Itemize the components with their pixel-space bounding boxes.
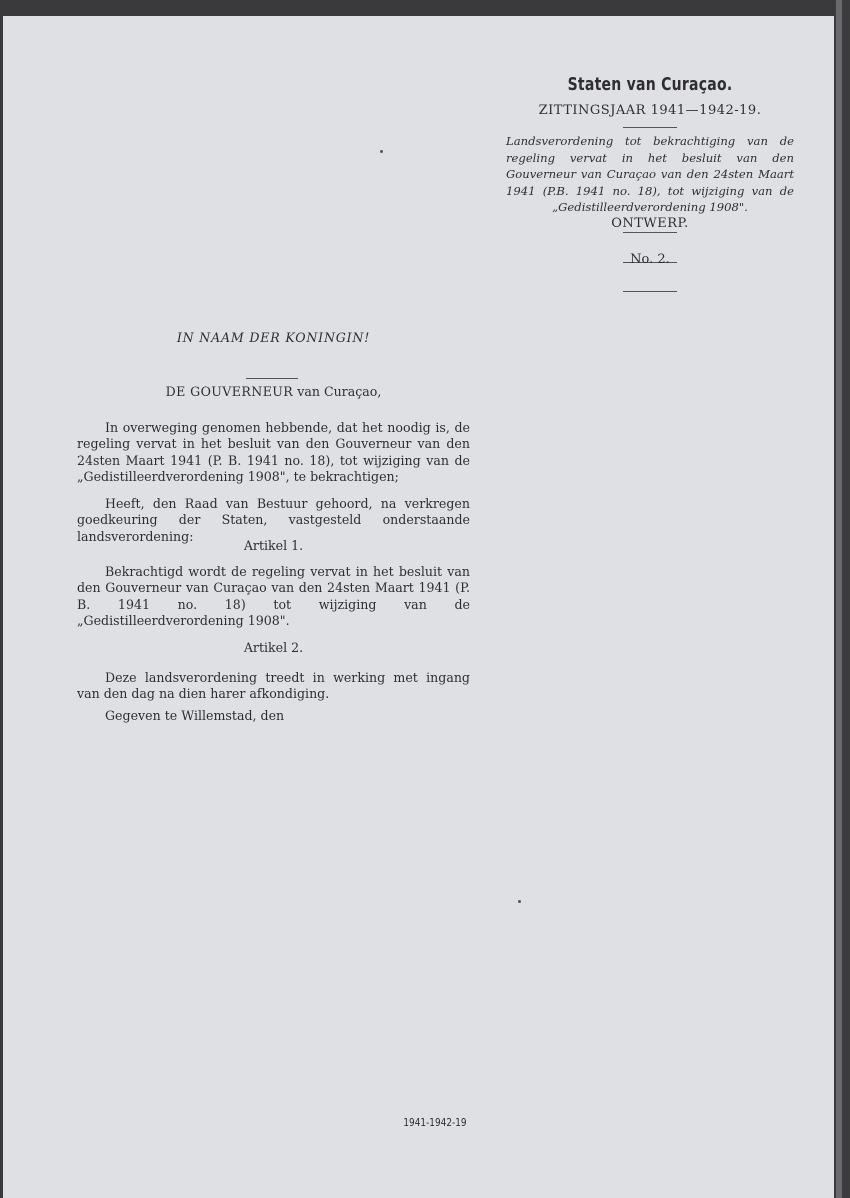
article-1-heading: Artikel 1.: [243, 538, 304, 553]
footer-reference: 1941-1942-19: [403, 1117, 467, 1129]
article-2-text: Deze landsverordening treedt in werking met ingang van den dag na dien harer afkondiging.: [77, 670, 470, 702]
closing-line: Gegeven te Willemstad, den: [105, 708, 285, 723]
divider: [246, 378, 298, 379]
page-edge-strip: [836, 0, 842, 1198]
draft-label: ONTWERP.: [611, 216, 689, 231]
document-number: No. 2.: [630, 252, 670, 267]
invocation: IN NAAM DER KONINGIN!: [176, 330, 371, 345]
governor-place: van Curaçao,: [297, 384, 382, 399]
preamble-paragraph-1: In overweging genomen hebbende, dat het noodig is, de regeling vervat in het besluit van den Gouverneur van den 24sten Maart 1941 (P. B. 1941 no. 18), tot wijziging van de „Gedistilleerdverordening 1908", te bekrachtigen;: [77, 420, 470, 485]
divider: [623, 291, 677, 292]
governor-line: [77, 384, 470, 399]
preamble-paragraph-2: Heeft, den Raad van Bestuur gehoord, na verkregen goedkeuring der Staten, vastgesteld onderstaande landsverordening:: [77, 496, 470, 544]
speck: [380, 150, 383, 153]
divider: [623, 232, 677, 233]
article-1-text: Bekrachtigd wordt de regeling vervat in het besluit van den Gouverneur van Curaçao van den 24sten Maart 1941 (P. B. 1941 no. 18) tot wijziging van de „Gedistilleerdverordening 1908".: [77, 564, 470, 629]
article-2-heading: Artikel 2.: [243, 640, 304, 655]
ordinance-description: Landsverordening tot bekrachtiging van de regeling vervat in het besluit van den Gouverneur van Curaçao van den 24sten Maart 1941 (P.B. 1941 no. 18), tot wijziging van de „Gedistilleerdverordening 1908".: [506, 134, 794, 214]
session-year: ZITTINGSJAAR 1941—1942-19.: [538, 103, 762, 118]
divider: [623, 127, 677, 128]
document-title: Staten van Curaçao.: [567, 74, 733, 95]
speck: [518, 900, 521, 903]
governor-title: DE GOUVERNEUR: [165, 384, 294, 399]
